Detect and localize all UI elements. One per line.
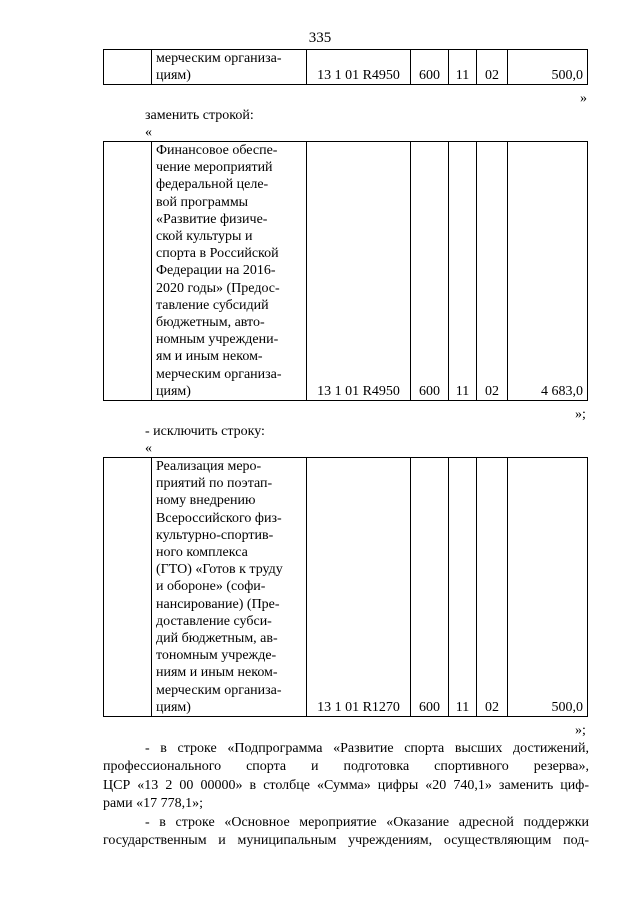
paragraph-line: ЦСР «13 2 00 00000» в столбце «Сумма» цифры «20 740,1» заменить циф- <box>103 777 589 793</box>
table-cell-vr: 600 <box>411 50 449 85</box>
paragraph-line: - в строке «Подпрограмма «Развитие спорта высших достижений, <box>145 741 589 756</box>
paragraph-line: профессионального спорта и подготовка спортивного резерва», <box>103 759 589 775</box>
table-cell-vr: 600 <box>411 142 449 401</box>
table-cell-sum: 500,0 <box>508 50 588 85</box>
name-line: (ГТО) «Готов к труду <box>156 562 283 578</box>
table-cell-pr: 02 <box>477 458 508 717</box>
name-line: тавление субсидий <box>156 297 269 313</box>
table-cell-csr: 13 1 01 R4950 <box>307 142 411 401</box>
name-line: бюджетным, авто- <box>156 315 265 331</box>
name-lines <box>156 50 302 84</box>
close-quote: »; <box>575 723 586 738</box>
name-line: ской культуры и <box>156 229 253 245</box>
table-cell-pr: 02 <box>477 50 508 85</box>
name-lines <box>156 458 302 716</box>
name-line: циям) <box>156 699 191 715</box>
budget-table-replace <box>103 141 588 401</box>
name-line: культурно-спортив- <box>156 527 274 543</box>
table-cell-empty <box>104 50 152 85</box>
open-quote: « <box>145 441 152 456</box>
table-cell-vr: 600 <box>411 458 449 717</box>
name-line: Финансовое обеспе- <box>156 143 278 158</box>
paragraph-line: государственным и муниципальным учреждениям, осуществляющим под- <box>103 833 589 849</box>
table-row <box>104 50 588 85</box>
name-line: федеральной целе- <box>156 177 269 193</box>
close-quote: » <box>580 91 587 106</box>
paragraph-amend-sum <box>103 740 589 814</box>
table-cell-sum: 500,0 <box>508 458 588 717</box>
name-line: и обороне» (софи- <box>156 579 266 595</box>
name-line: тономным учрежде- <box>156 648 277 664</box>
name-line: ниям и иным неком- <box>156 665 278 681</box>
table-cell-csr: 13 1 01 R4950 <box>307 50 411 85</box>
table-cell-empty <box>104 142 152 401</box>
name-line: ям и иным неком- <box>156 349 263 365</box>
budget-table-exclude <box>103 457 588 717</box>
name-line: циям) <box>156 68 191 84</box>
budget-table-top <box>103 49 588 85</box>
table-cell-pr: 02 <box>477 142 508 401</box>
name-line: мерческим организа- <box>156 682 282 698</box>
name-line: вой программы <box>156 194 249 210</box>
name-line: нансирование) (Пре- <box>156 596 280 612</box>
table-row <box>104 458 588 717</box>
table-cell-name <box>152 458 307 717</box>
name-line: мерческим организа- <box>156 51 282 66</box>
close-quote: »; <box>575 407 586 422</box>
replace-label: заменить строкой: <box>145 108 254 123</box>
open-quote: « <box>145 125 152 140</box>
name-line: номным учреждени- <box>156 332 279 348</box>
name-line: Всероссийского физ- <box>156 510 282 526</box>
page-number: 335 <box>308 30 332 46</box>
table-row <box>104 142 588 401</box>
table-cell-name <box>152 50 307 85</box>
name-line: 2020 годы» (Предос- <box>156 280 280 296</box>
table-cell-rz: 11 <box>449 50 477 85</box>
table-cell-rz: 11 <box>449 458 477 717</box>
table-cell-csr: 13 1 01 R1270 <box>307 458 411 717</box>
name-line: доставление субси- <box>156 613 272 629</box>
name-line: ному внедрению <box>156 493 256 509</box>
name-line: Федерации на 2016- <box>156 263 276 279</box>
name-line: циям) <box>156 383 191 399</box>
name-line: спорта в Российской <box>156 246 279 262</box>
name-line: дий бюджетным, ав- <box>156 631 278 647</box>
name-line: приятий по поэтап- <box>156 476 273 492</box>
exclude-label: - исключить строку: <box>145 424 265 439</box>
name-lines <box>156 142 302 400</box>
table-cell-empty <box>104 458 152 717</box>
table-cell-sum: 4 683,0 <box>508 142 588 401</box>
name-line: чение мероприятий <box>156 160 273 176</box>
paragraph-main-event <box>103 814 589 851</box>
name-line: Реализация меро- <box>156 459 262 474</box>
table-cell-rz: 11 <box>449 142 477 401</box>
table-cell-name <box>152 142 307 401</box>
name-line: ного комплекса <box>156 545 248 561</box>
name-line: мерческим организа- <box>156 366 282 382</box>
name-line: «Развитие физиче- <box>156 211 268 227</box>
paragraph-line: рами «17 778,1»; <box>103 796 203 812</box>
paragraph-line: - в строке «Основное мероприятие «Оказание адресной поддержки <box>145 815 589 830</box>
